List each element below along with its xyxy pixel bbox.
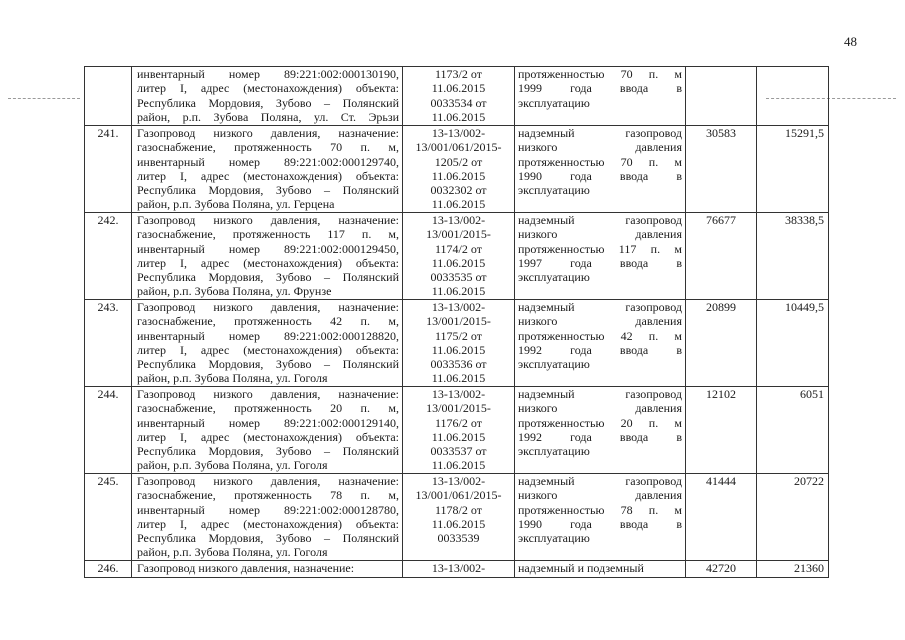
cell-balance-value: 30583 [686, 126, 757, 213]
cell-characteristics [515, 67, 686, 126]
certificate-line: 11.06.2015 [431, 429, 486, 444]
description-line: инвентарный номер 89:221:002:000129740, [137, 154, 399, 169]
description-line: район, р.п. Зубова Поляна, ул. Гоголя [137, 371, 328, 386]
description-line: Газопровод низкого давления, назначение: [137, 126, 399, 140]
cell-residual-value: 38338,5 [757, 213, 829, 300]
description-line: район, р.п. Зубова Поляна, ул. Фрунзе [137, 284, 332, 299]
characteristics-line: протяженностью 20 п. м [518, 415, 682, 430]
table-row-continuation [85, 67, 829, 126]
description-line: Республика Мордовия, Зубово – Полянский [137, 95, 399, 110]
description-line: газоснабжение, протяженность 20 п. м, [137, 401, 399, 416]
certificate-line: 1173/2 от [435, 67, 482, 81]
cell-description [132, 213, 403, 300]
certificate-line: 13-13/002- [431, 126, 486, 140]
cell-number: 242. [85, 213, 132, 300]
description-line: Газопровод низкого давления, назначение: [137, 561, 355, 575]
cell-characteristics [515, 387, 686, 474]
description-line: инвентарный номер 89:221:002:000128780, [137, 502, 399, 517]
cell-balance-value [686, 67, 757, 126]
cell-number: 243. [85, 300, 132, 387]
cell-description [132, 300, 403, 387]
certificate-line: 0033537 от [430, 444, 487, 459]
cell-certificate [403, 387, 515, 474]
cell-certificate [403, 561, 515, 578]
cell-residual-value: 10449,5 [757, 300, 829, 387]
description-line: инвентарный номер 89:221:002:000130190, [137, 67, 399, 81]
certificate-line: 11.06.2015 [431, 516, 486, 531]
certificate-line: 1174/2 от [435, 241, 482, 256]
characteristics-line: эксплуатацию [518, 183, 590, 198]
description-line: Республика Мордовия, Зубово – Полянский [137, 444, 399, 459]
table-row [85, 300, 829, 387]
certificate-line: 1176/2 от [435, 415, 482, 430]
certificate-line: 13-13/002- [431, 474, 486, 488]
description-line: район, р.п. Зубова Поляна, ул. Герцена [137, 197, 335, 212]
cell-balance-value: 20899 [686, 300, 757, 387]
scan-artifact-left [8, 98, 80, 99]
description-line: литер I, адрес (местонахождения) объекта: [137, 255, 399, 270]
characteristics-line: 1992 года ввода в [518, 429, 682, 444]
cell-certificate [403, 67, 515, 126]
certificate-line: 13/001/061/2015- [415, 488, 502, 503]
certificate-line: 11.06.2015 [431, 197, 486, 212]
cell-description [132, 561, 403, 578]
characteristics-line: протяженностью 42 п. м [518, 328, 682, 343]
characteristics-line: 1992 года ввода в [518, 342, 682, 357]
cell-number: 244. [85, 387, 132, 474]
characteristics-line: надземный газопровод [518, 126, 682, 140]
certificate-line: 11.06.2015 [431, 342, 486, 357]
description-line: литер I, адрес (местонахождения) объекта: [137, 516, 399, 531]
description-line: Газопровод низкого давления, назначение: [137, 474, 399, 488]
cell-certificate [403, 213, 515, 300]
certificate-line: 1178/2 от [435, 502, 482, 517]
characteristics-line: протяженностью 117 п. м [518, 241, 682, 256]
cell-residual-value [757, 67, 829, 126]
certificate-line: 13/001/2015- [426, 314, 491, 329]
cell-residual-value: 15291,5 [757, 126, 829, 213]
characteristics-line: протяженностью 78 п. м [518, 502, 682, 517]
description-line: инвентарный номер 89:221:002:000129450, [137, 241, 399, 256]
cell-number: 241. [85, 126, 132, 213]
certificate-line: 11.06.2015 [431, 168, 486, 183]
certificate-line: 13-13/002- [431, 213, 486, 227]
certificate-line: 11.06.2015 [431, 109, 486, 124]
characteristics-line: эксплуатацию [518, 95, 590, 110]
characteristics-line: низкого давления [518, 401, 682, 416]
table-row [85, 474, 829, 561]
description-line: Республика Мордовия, Зубово – Полянский [137, 531, 399, 546]
certificate-line: 13/001/061/2015- [415, 140, 502, 155]
cell-certificate [403, 474, 515, 561]
certificate-line: 13-13/002- [431, 561, 486, 575]
characteristics-line: протяженностью 70 п. м [518, 67, 682, 81]
table-row [85, 561, 829, 578]
property-registry-table [84, 66, 829, 578]
description-line: газоснабжение, протяженность 42 п. м, [137, 314, 399, 329]
certificate-line: 1205/2 от [434, 154, 483, 169]
characteristics-line: эксплуатацию [518, 270, 590, 285]
page-number: 48 [844, 34, 857, 49]
characteristics-line: 1990 года ввода в [518, 516, 682, 531]
description-line: район, р.п. Зубова Поляна, ул. Гоголя [137, 545, 328, 560]
characteristics-line: надземный газопровод [518, 387, 682, 401]
cell-residual-value: 6051 [757, 387, 829, 474]
certificate-line: 0033536 от [430, 357, 487, 372]
certificate-line: 13/001/2015- [426, 227, 491, 242]
table-row [85, 387, 829, 474]
characteristics-line: надземный газопровод [518, 213, 682, 227]
characteristics-line: низкого давления [518, 227, 682, 242]
cell-description [132, 67, 403, 126]
cell-residual-value: 20722 [757, 474, 829, 561]
description-line: район, р.п. Зубова Поляна, ул. Ст. Эрьзи [137, 109, 399, 124]
characteristics-line: эксплуатацию [518, 531, 590, 546]
characteristics-line: низкого давления [518, 314, 682, 329]
characteristics-line: эксплуатацию [518, 444, 590, 459]
cell-balance-value: 41444 [686, 474, 757, 561]
characteristics-line: 1997 года ввода в [518, 255, 682, 270]
certificate-line: 0033534 от [430, 95, 487, 110]
certificate-line: 13-13/002- [431, 387, 486, 401]
certificate-line: 11.06.2015 [431, 284, 486, 299]
certificate-line: 0033535 от [430, 270, 487, 285]
cell-characteristics [515, 300, 686, 387]
cell-characteristics [515, 474, 686, 561]
cell-number: 246. [85, 561, 132, 578]
cell-residual-value: 21360 [757, 561, 829, 578]
cell-balance-value: 42720 [686, 561, 757, 578]
table-row [85, 126, 829, 213]
description-line: газоснабжение, протяженность 70 п. м, [137, 140, 399, 155]
description-line: газоснабжение, протяженность 78 п. м, [137, 488, 399, 503]
cell-certificate [403, 126, 515, 213]
characteristics-line: 1999 года ввода в [518, 81, 682, 96]
registry-body [85, 67, 829, 578]
characteristics-line: надземный газопровод [518, 300, 682, 314]
characteristics-line: низкого давления [518, 140, 682, 155]
description-line: литер I, адрес (местонахождения) объекта: [137, 429, 399, 444]
characteristics-line: протяженностью 70 п. м [518, 154, 682, 169]
description-line: Республика Мордовия, Зубово – Полянский [137, 183, 399, 198]
table-row [85, 213, 829, 300]
cell-description [132, 387, 403, 474]
cell-characteristics [515, 561, 686, 578]
description-line: Газопровод низкого давления, назначение: [137, 213, 399, 227]
description-line: газоснабжение, протяженность 117 п. м, [137, 227, 399, 242]
description-line: литер I, адрес (местонахождения) объекта: [137, 81, 399, 96]
cell-certificate [403, 300, 515, 387]
description-line: литер I, адрес (местонахождения) объекта: [137, 342, 399, 357]
description-line: Газопровод низкого давления, назначение: [137, 300, 399, 314]
description-line: Республика Мордовия, Зубово – Полянский [137, 270, 399, 285]
characteristics-line: низкого давления [518, 488, 682, 503]
cell-number [85, 67, 132, 126]
cell-characteristics [515, 213, 686, 300]
characteristics-line: надземный газопровод [518, 474, 682, 488]
certificate-line: 0033539 [437, 531, 480, 546]
description-line: район, р.п. Зубова Поляна, ул. Гоголя [137, 458, 328, 473]
description-line: инвентарный номер 89:221:002:000129140, [137, 415, 399, 430]
certificate-line: 13-13/002- [431, 300, 486, 314]
certificate-line: 11.06.2015 [431, 81, 486, 96]
description-line: Газопровод низкого давления, назначение: [137, 387, 399, 401]
cell-balance-value: 12102 [686, 387, 757, 474]
description-line: литер I, адрес (местонахождения) объекта: [137, 168, 399, 183]
cell-description [132, 126, 403, 213]
certificate-line: 11.06.2015 [431, 255, 486, 270]
certificate-line: 1175/2 от [435, 328, 482, 343]
characteristics-line: 1990 года ввода в [518, 168, 682, 183]
description-line: Республика Мордовия, Зубово – Полянский [137, 357, 399, 372]
cell-number: 245. [85, 474, 132, 561]
certificate-line: 13/001/2015- [426, 401, 491, 416]
description-line: инвентарный номер 89:221:002:000128820, [137, 328, 399, 343]
cell-description [132, 474, 403, 561]
characteristics-line: эксплуатацию [518, 357, 590, 372]
certificate-line: 11.06.2015 [431, 458, 486, 473]
characteristics-line: надземный и подземный [518, 561, 644, 575]
cell-balance-value: 76677 [686, 213, 757, 300]
certificate-line: 0032302 от [430, 183, 487, 198]
cell-characteristics [515, 126, 686, 213]
certificate-line: 11.06.2015 [431, 371, 486, 386]
